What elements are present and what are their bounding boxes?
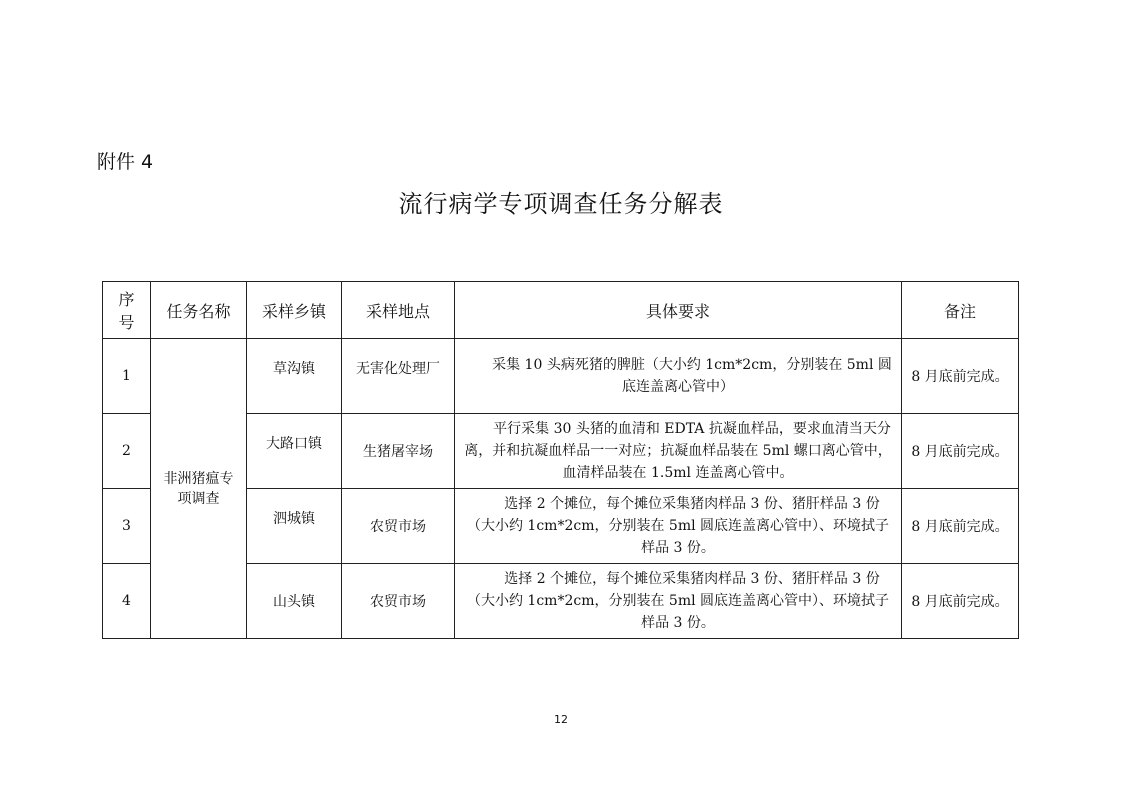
location-cell: 农贸市场 xyxy=(342,489,455,564)
task-table xyxy=(102,281,1019,639)
town-cell: 山头镇 xyxy=(247,564,342,639)
note-cell: 8 月底前完成。 xyxy=(902,564,1019,639)
note-cell: 8 月底前完成。 xyxy=(902,339,1019,414)
header-task-name: 任务名称 xyxy=(151,282,247,339)
location-text: 无害化处理厂 xyxy=(356,361,440,377)
requirement-text: 选择 2 个摊位，每个摊位采集猪肉样品 3 份、猪肝样品 3 份（大小约 1cm*2cm，分别装在 5ml 圆底连盖离心管中）、环境拭子样品 3 份。 xyxy=(466,571,890,631)
page-number: 12 xyxy=(554,713,568,726)
requirement-cell xyxy=(455,489,902,564)
task-name-cell: 非洲猪瘟专项调查 xyxy=(151,339,247,639)
header-town: 采样乡镇 xyxy=(247,282,342,339)
note-cell: 8 月底前完成。 xyxy=(902,489,1019,564)
header-no: 序号 xyxy=(103,282,151,339)
town-cell xyxy=(247,489,342,564)
row-no: 3 xyxy=(103,489,151,564)
town-text: 泗城镇 xyxy=(273,511,315,527)
row-no: 4 xyxy=(103,564,151,639)
row-no: 2 xyxy=(103,414,151,489)
location-cell: 农贸市场 xyxy=(342,564,455,639)
requirement-text: 平行采集 30 头猪的血清和 EDTA 抗凝血样品，要求血清当天分离，并和抗凝血样品一一对应；抗凝血样品装在 5ml 螺口离心管中，血清样品装在 1.5ml 连盖离心管中。 xyxy=(464,421,892,481)
table-header-row xyxy=(103,282,1019,339)
header-requirement: 具体要求 xyxy=(455,282,902,339)
header-location: 采样地点 xyxy=(342,282,455,339)
requirement-text: 采集 10 头病死猪的脾脏（大小约 1cm*2cm，分别装在 5ml 圆底连盖离心管中） xyxy=(492,357,892,395)
town-text: 大路口镇 xyxy=(266,436,322,452)
attachment-label: 附件 4 xyxy=(97,151,154,173)
location-cell xyxy=(342,339,455,414)
town-cell xyxy=(247,414,342,489)
row-no: 1 xyxy=(103,339,151,414)
header-note: 备注 xyxy=(902,282,1019,339)
note-cell: 8 月底前完成。 xyxy=(902,414,1019,489)
requirement-cell xyxy=(455,414,902,489)
table-row xyxy=(103,339,1019,414)
requirement-cell xyxy=(455,339,902,414)
requirement-cell xyxy=(455,564,902,639)
town-text: 草沟镇 xyxy=(273,361,315,377)
requirement-text: 选择 2 个摊位，每个摊位采集猪肉样品 3 份、猪肝样品 3 份（大小约 1cm*2cm，分别装在 5ml 圆底连盖离心管中）、环境拭子样品 3 份。 xyxy=(466,496,890,556)
town-cell xyxy=(247,339,342,414)
document-title: 流行病学专项调查任务分解表 xyxy=(398,190,724,218)
location-cell: 生猪屠宰场 xyxy=(342,414,455,489)
